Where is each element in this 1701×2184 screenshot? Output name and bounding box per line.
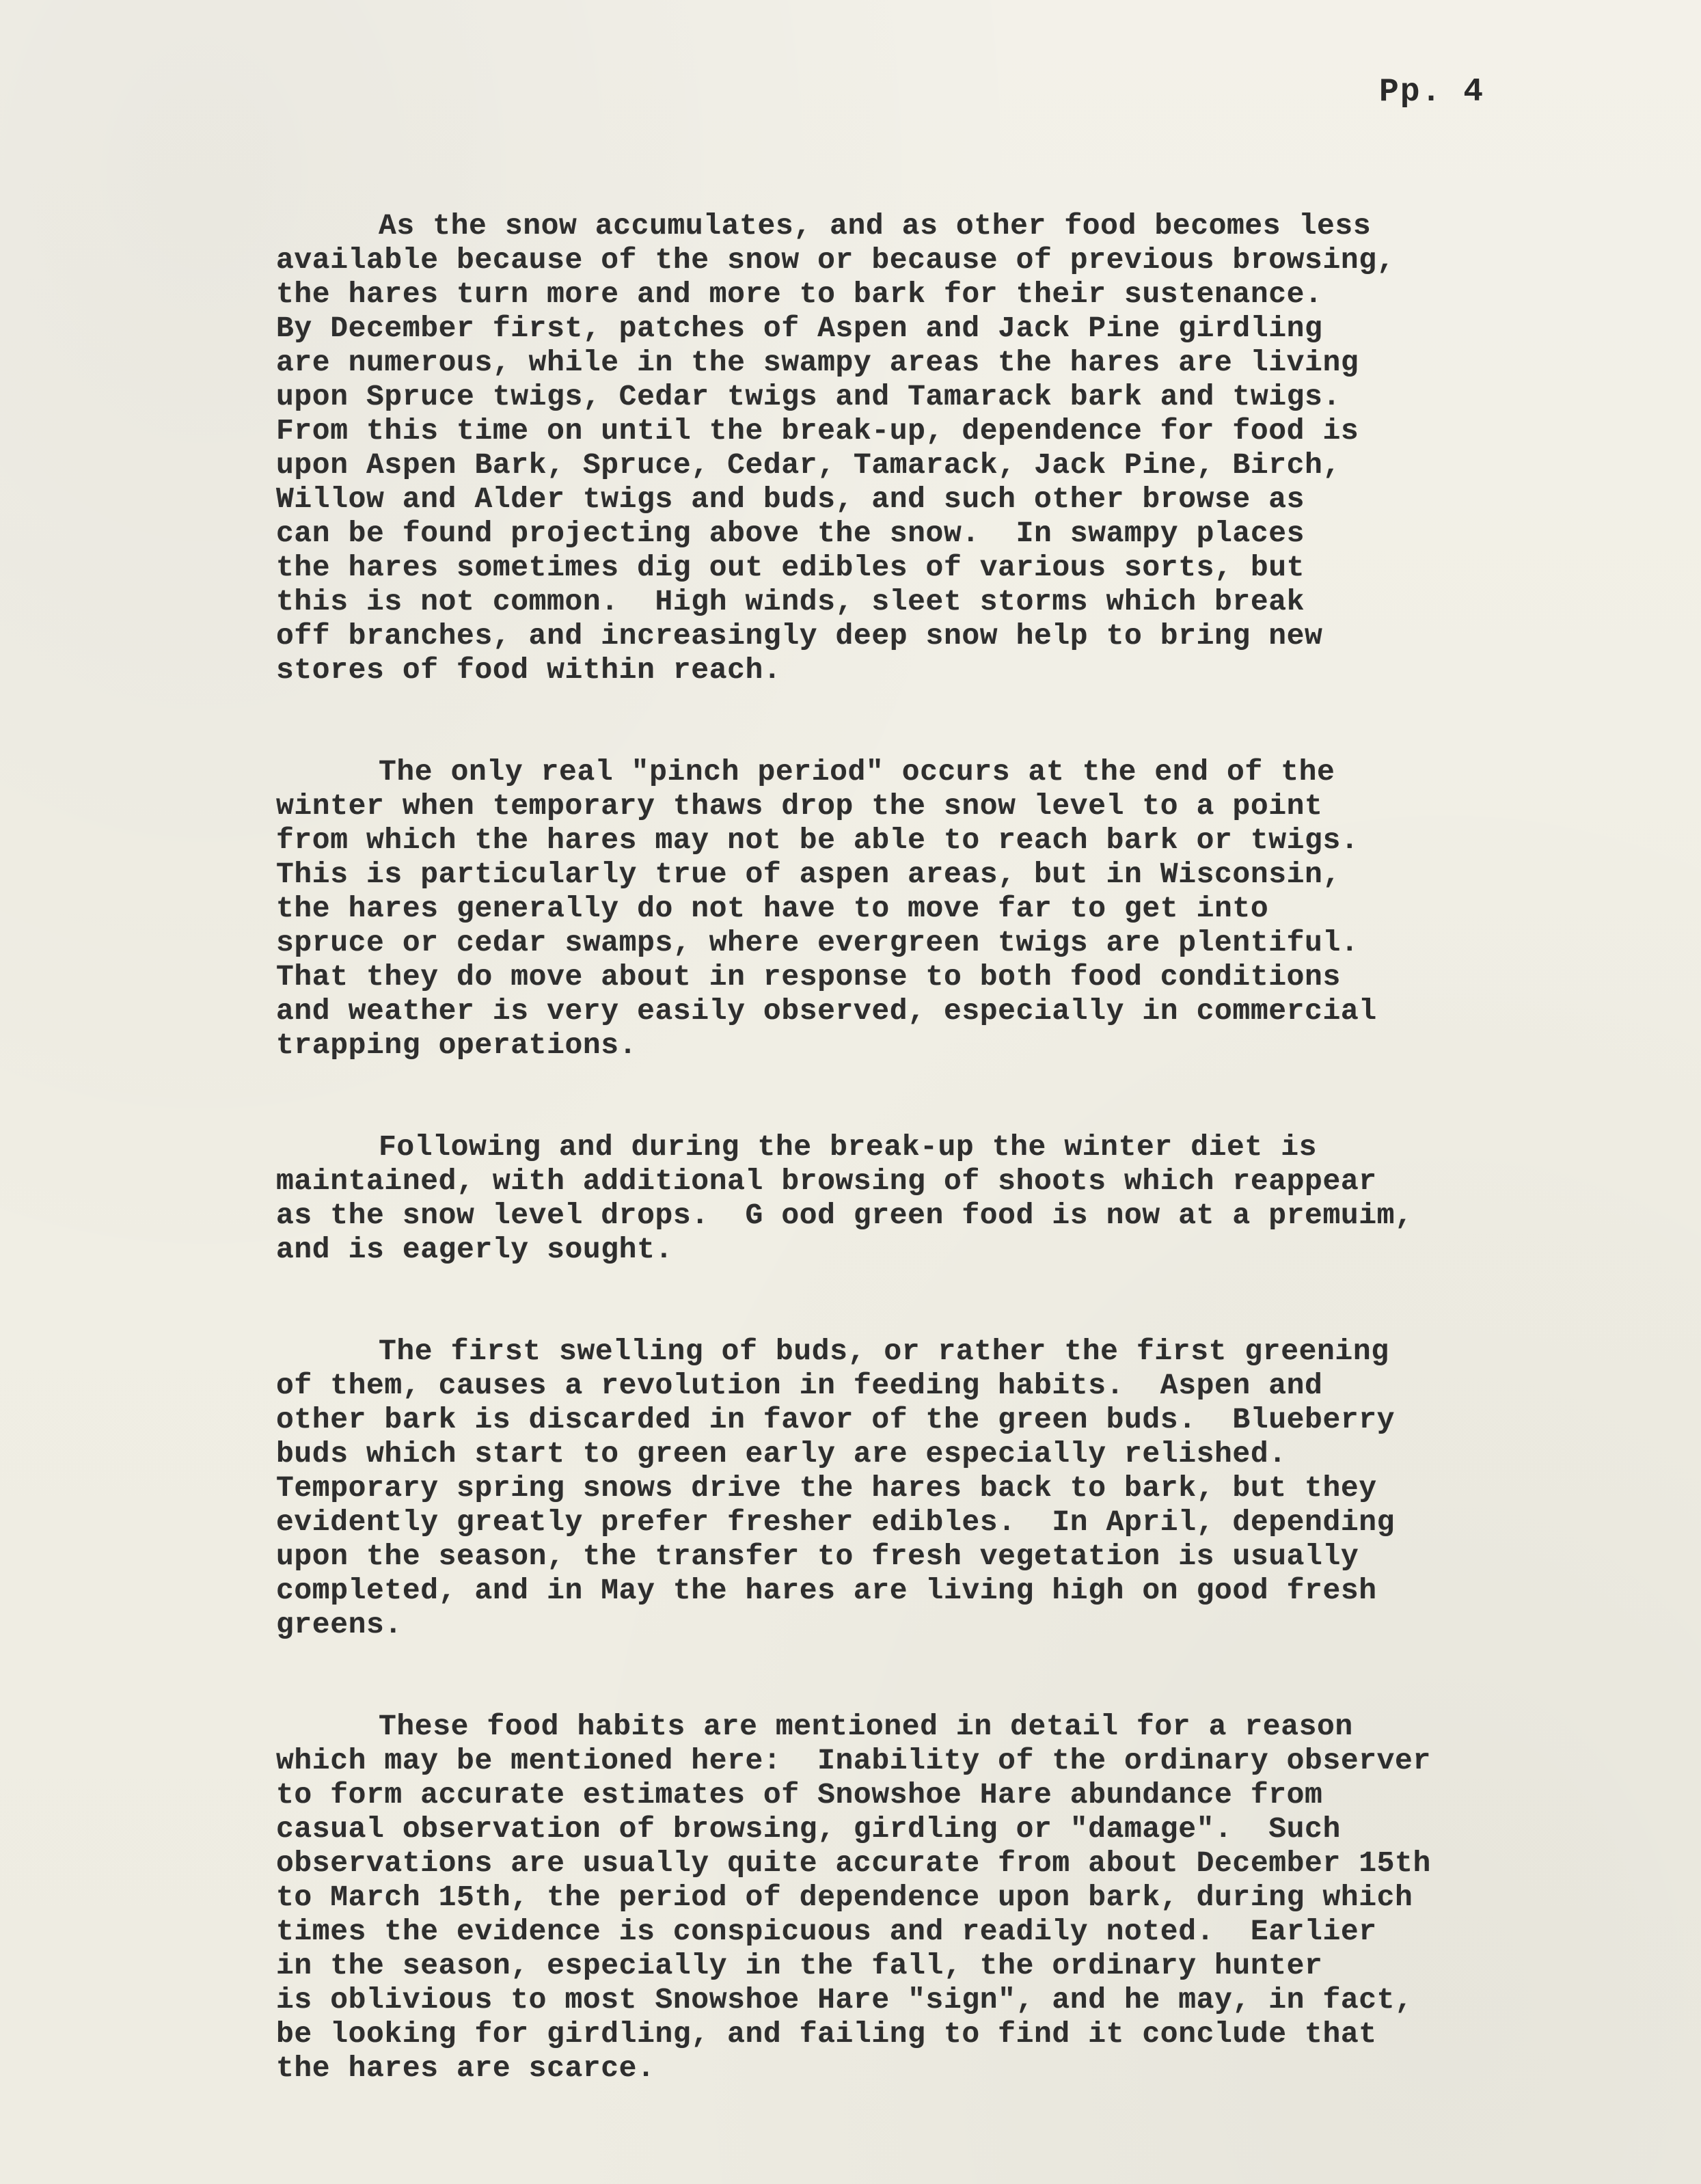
paragraph-first-line: These food habits are mentioned in detail for a reason [379, 1710, 1353, 1743]
paragraph-line: casual observation of browsing, girdling or "damage". Such [276, 1812, 1341, 1846]
paragraph-first-line: The only real "pinch period" occurs at the end of the [379, 755, 1335, 789]
paragraph-line: upon the season, the transfer to fresh vegetation is usually [276, 1540, 1359, 1573]
paragraph [276, 209, 1616, 687]
paragraph-line: available because of the snow or because of previous browsing, [276, 243, 1396, 277]
paragraph-line: greens. [276, 1608, 403, 1641]
paragraph-line: Willow and Alder twigs and buds, and such other browse as [276, 482, 1305, 516]
paragraph-line: can be found projecting above the snow. In swampy places [276, 517, 1305, 550]
paragraph-line: other bark is discarded in favor of the green buds. Blueberry [276, 1403, 1396, 1436]
paragraph-line: is oblivious to most Snowshoe Hare "sign", and he may, in fact, [276, 1983, 1413, 2017]
paragraph-line: spruce or cedar swamps, where evergreen twigs are plentiful. [276, 926, 1359, 959]
paragraph-first-line: As the snow accumulates, and as other food becomes less [379, 209, 1372, 243]
paragraph-first-line: The first swelling of buds, or rather the first greening [379, 1335, 1389, 1368]
paragraph-line: off branches, and increasingly deep snow help to bring new [276, 619, 1323, 653]
paragraph-line: observations are usually quite accurate from about December 15th [276, 1846, 1431, 1880]
paragraph-line: as the snow level drops. G ood green food is now at a premuim, [276, 1199, 1413, 1232]
paragraph-line: completed, and in May the hares are living high on good fresh [276, 1574, 1377, 1607]
paragraph-line: are numerous, while in the swampy areas the hares are living [276, 346, 1359, 379]
paragraph-line: By December first, patches of Aspen and Jack Pine girdling [276, 312, 1323, 345]
paragraph-line: Temporary spring snows drive the hares back to bark, but they [276, 1471, 1377, 1505]
paragraph-line: be looking for girdling, and failing to find it conclude that [276, 2017, 1377, 2051]
paragraph-line: to form accurate estimates of Snowshoe Hare abundance from [276, 1778, 1323, 1812]
paragraph-line: winter when temporary thaws drop the snow level to a point [276, 789, 1323, 823]
paragraph-line: the hares sometimes dig out edibles of various sorts, but [276, 551, 1305, 584]
paragraph-line: the hares turn more and more to bark for their sustenance. [276, 277, 1323, 311]
body-text [276, 209, 1616, 2153]
paragraph-line: from which the hares may not be able to reach bark or twigs. [276, 823, 1359, 857]
paragraph-line: buds which start to green early are especially relished. [276, 1437, 1287, 1471]
paragraph-line: From this time on until the break-up, dependence for food is [276, 414, 1359, 448]
paragraph-line: of them, causes a revolution in feeding habits. Aspen and [276, 1369, 1323, 1402]
paragraph-line: maintained, with additional browsing of shoots which reappear [276, 1164, 1377, 1198]
paragraph-line: evidently greatly prefer fresher edibles. In April, depending [276, 1505, 1396, 1539]
paragraph-line: upon Spruce twigs, Cedar twigs and Tamarack bark and twigs. [276, 380, 1341, 413]
paragraph-line: upon Aspen Bark, Spruce, Cedar, Tamarack, Jack Pine, Birch, [276, 448, 1341, 482]
paragraph-line: times the evidence is conspicuous and readily noted. Earlier [276, 1915, 1377, 1948]
paragraph-line: to March 15th, the period of dependence upon bark, during which [276, 1881, 1413, 1914]
paragraph-line: That they do move about in response to both food conditions [276, 960, 1341, 994]
paragraph [276, 1130, 1616, 1267]
paragraph [276, 755, 1616, 1063]
paragraph-line: the hares are scarce. [276, 2051, 655, 2085]
paragraph-first-line: Following and during the break-up the winter diet is [379, 1130, 1318, 1164]
paragraph-line: this is not common. High winds, sleet storms which break [276, 585, 1305, 618]
paragraph-line: and weather is very easily observed, especially in commercial [276, 994, 1377, 1028]
paragraph-line: stores of food within reach. [276, 653, 782, 687]
paragraph-line: in the season, especially in the fall, the ordinary hunter [276, 1949, 1323, 1982]
paragraph [276, 1710, 1616, 2086]
paragraph-line: trapping operations. [276, 1028, 638, 1062]
paragraph-line: which may be mentioned here: Inability of the ordinary observer [276, 1744, 1431, 1777]
paragraph-line: the hares generally do not have to move far to get into [276, 892, 1269, 925]
paragraph-line: and is eagerly sought. [276, 1233, 673, 1266]
paragraph-line: This is particularly true of aspen areas, but in Wisconsin, [276, 858, 1341, 891]
paragraph [276, 1335, 1616, 1642]
page-number: Pp. 4 [1379, 74, 1485, 111]
